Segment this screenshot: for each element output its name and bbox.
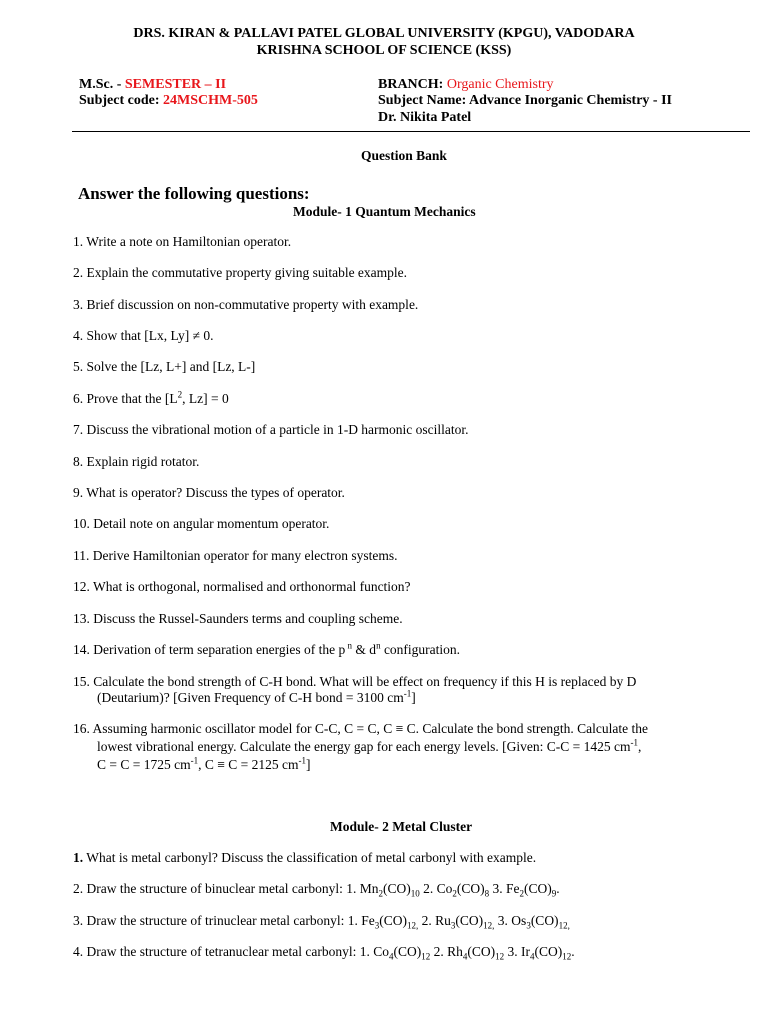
m2-q3-s4: 12, [483,920,495,931]
m2-q3-s2: 12, [407,920,419,931]
m2-q3-t3: (CO) [455,913,484,928]
q6-text-a: 6. Prove that the [L [73,391,178,406]
program-value: SEMESTER – II [124,77,227,92]
question-m1-7: 7. Discuss the vibrational motion of a particle in 1-D harmonic oscillator. [73,422,469,437]
branch-label: BRANCH: [378,77,447,92]
m2-q3-t0: 3. Draw the structure of trinuclear metal carbonyl: 1. Fe [73,913,375,928]
q16-sup-1: -1 [630,737,638,748]
program-label: M.Sc. - [79,77,125,92]
header-divider [72,131,750,132]
question-m1-10: 10. Detail note on angular momentum operator. [73,516,330,531]
m2-q1-text: What is metal carbonyl? Discuss the classification of metal carbonyl with example. [83,850,537,865]
m2-q4-t5: (CO) [534,944,563,959]
q16-text-f: ] [305,757,311,772]
q16-text-d: C = C = 1725 cm [97,757,191,772]
m2-q4-t4: 3. Ir [504,944,531,959]
q15-sup: -1 [403,688,412,699]
m2-q3-s5: 3 [526,920,531,931]
m2-q1-number: 1. [73,850,84,865]
q16-sup-2: -1 [190,755,199,766]
instruction-heading: Answer the following questions: [78,184,310,203]
q6-text-b: , Lz] = 0 [182,391,229,406]
m2-q2-t6: . [556,881,560,896]
question-m2-1 [73,850,536,866]
question-m1-13: 13. Discuss the Russel-Saunders terms and coupling scheme. [73,611,403,626]
m2-q3-t2: 2. Ru [418,913,451,928]
m2-q4-s3: 4 [462,951,468,962]
q16-text-b: lowest vibrational energy. Calculate the energy gap for each energy levels. [Given: C-C = 1425 cm [97,739,631,754]
m2-q4-s5: 4 [530,951,535,962]
subject-code-line [79,93,258,109]
m2-q2-s3: 2 [452,888,457,899]
school-name: KRISHNA SCHOOL OF SCIENCE (KSS) [256,43,512,58]
question-m1-5: 5. Solve the [Lz, L+] and [Lz, L-] [73,359,256,374]
university-name: DRS. KIRAN & PALLAVI PATEL GLOBAL UNIVERSITY (KPGU), VADODARA [133,26,635,41]
question-m1-3: 3. Brief discussion on non-commutative property with example. [73,297,419,312]
m2-q3-t4: 3. Os [494,913,527,928]
question-m2-4 [73,944,575,960]
question-m2-2 [73,881,560,897]
m2-q4-s1: 4 [389,951,394,962]
subject-name: Subject Name: Advance Inorganic Chemistry - II [378,93,672,108]
q14-text-a: 14. Derivation of term separation energies of the p [73,642,346,657]
m2-q4-t3: (CO) [467,944,496,959]
question-m1-16-line2 [97,739,641,755]
m2-q4-s6: 12 [562,951,572,962]
question-m1-16-line1: 16. Assuming harmonic oscillator model for C-C, C = C, C ≡ C. Calculate the bond strength. Calculate the [73,721,649,736]
module1-title: Module- 1 Quantum Mechanics [293,204,476,219]
question-m1-15-line1: 15. Calculate the bond strength of C-H bond. What will be effect on frequency if this H is replaced by D [73,674,637,689]
m2-q3-s1: 3 [374,920,380,931]
m2-q2-t2: 2. Co [419,881,453,896]
question-m1-12: 12. What is orthogonal, normalised and orthonormal function? [73,579,411,594]
branch-value: Organic Chemistry [446,77,554,92]
subject-code-label: Subject code: [79,93,163,108]
q6-sup: 2 [177,389,183,400]
question-m1-8: 8. Explain rigid rotator. [73,454,200,469]
m2-q4-t2: 2. Rh [430,944,463,959]
m2-q2-s4: 8 [484,888,490,899]
m2-q2-t5: (CO) [524,881,552,896]
doc-title: Question Bank [361,148,447,163]
m2-q2-s2: 10 [410,888,420,899]
q16-sup-3: -1 [298,755,306,766]
m2-q2-t4: 3. Fe [489,881,520,896]
q14-sup-1: n [345,640,353,651]
m2-q2-t3: (CO) [456,881,485,896]
q16-text-e: , C ≡ C = 2125 cm [198,757,299,772]
m2-q2-s6: 9 [551,888,557,899]
question-m1-15-line2 [97,690,416,706]
m2-q2-t0: 2. Draw the structure of binuclear metal carbonyl: 1. Mn [73,881,379,896]
m2-q4-s2: 12 [421,951,431,962]
module2-title: Module- 2 Metal Cluster [330,819,473,834]
m2-q2-s1: 2 [378,888,384,899]
question-m1-9: 9. What is operator? Discuss the types of operator. [73,485,345,500]
m2-q3-t5: (CO) [530,913,559,928]
q15-text-c: ] [411,690,416,705]
question-m1-4: 4. Show that [Lx, Ly] ≠ 0. [73,328,214,343]
faculty-name: Dr. Nikita Patel [378,110,472,125]
m2-q4-s4: 12 [495,951,505,962]
m2-q3-t1: (CO) [379,913,408,928]
m2-q4-t0: 4. Draw the structure of tetranuclear metal carbonyl: 1. Co [73,944,390,959]
m2-q2-s5: 2 [519,888,525,899]
m2-q4-t6: . [571,944,575,959]
question-m1-16-line3 [97,757,310,773]
m2-q3-s6: 12, [558,920,570,931]
question-m2-3 [73,913,570,929]
m2-q3-s3: 3 [450,920,456,931]
question-m1-1: 1. Write a note on Hamiltonian operator. [73,234,292,249]
subject-code-value: 24MSCHM-505 [163,93,258,108]
question-m1-2: 2. Explain the commutative property giving suitable example. [73,265,408,280]
q14-text-c: configuration. [380,642,461,657]
m2-q4-t1: (CO) [393,944,422,959]
program-line [79,77,226,93]
question-m1-11: 11. Derive Hamiltonian operator for many electron systems. [73,548,398,563]
q14-text-b: & d [352,642,377,657]
q16-text-c: , [637,739,642,754]
q15-text-b: (Deutarium)? [Given Frequency of C-H bond = 3100 cm [97,690,404,705]
q14-sup-2: n [376,640,381,651]
branch-line [378,77,554,93]
question-m1-14 [73,642,460,658]
m2-q2-t1: (CO) [383,881,411,896]
question-m1-6 [73,391,229,407]
